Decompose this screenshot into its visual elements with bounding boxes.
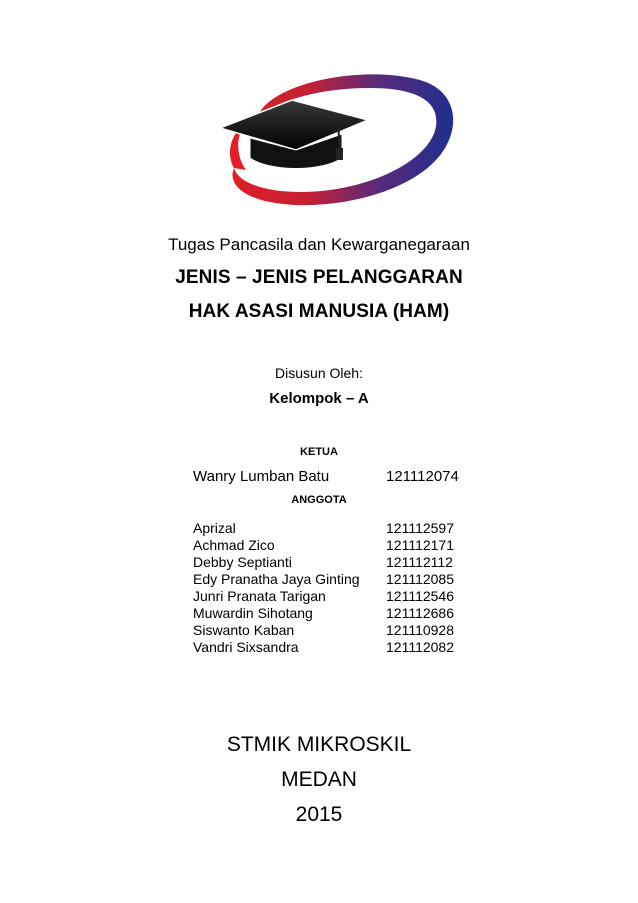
compiled-by-label: Disusun Oleh: — [275, 365, 363, 381]
member-row — [193, 571, 493, 588]
member-row — [193, 520, 493, 537]
member-nim: 121112597 — [386, 520, 454, 536]
city-name: MEDAN — [281, 768, 357, 791]
year: 2015 — [295, 803, 343, 826]
member-name: Muwardin Sihotang — [193, 605, 313, 621]
member-nim: 121112171 — [386, 537, 454, 553]
institution-name: STMIK MIKROSKIL — [226, 733, 412, 756]
member-nim: 121112686 — [386, 605, 454, 621]
cap-board-shape — [220, 100, 368, 150]
member-row — [193, 588, 493, 605]
group-name: Kelompok – A — [269, 390, 369, 407]
course-subject: Tugas Pancasila dan Kewarganegaraan — [168, 235, 470, 254]
member-row — [193, 622, 493, 639]
member-name: Debby Septianti — [193, 554, 292, 570]
graduation-cap-logo-icon — [200, 66, 460, 216]
member-row — [193, 537, 493, 554]
member-nim: 121110928 — [386, 622, 454, 638]
member-name: Aprizal — [193, 520, 236, 536]
member-name: Edy Pranatha Jaya Ginting — [193, 571, 360, 587]
tassel-shape — [336, 148, 343, 160]
member-row — [193, 554, 493, 571]
member-nim: 121112546 — [386, 588, 454, 604]
member-row — [193, 605, 493, 622]
leader-heading: KETUA — [300, 446, 338, 458]
member-nim: 121112112 — [386, 554, 453, 570]
member-nim: 121112085 — [386, 571, 454, 587]
member-name: Vandri Sixsandra — [193, 639, 299, 655]
member-name: Achmad Zico — [193, 537, 275, 553]
member-nim: 121112082 — [386, 639, 454, 655]
members-heading: ANGGOTA — [291, 494, 347, 506]
leader-nim: 121112074 — [386, 468, 459, 485]
title-line-1: JENIS – JENIS PELANGGARAN — [175, 267, 463, 288]
leader-row — [193, 468, 493, 485]
title-line-2: HAK ASASI MANUSIA (HAM) — [188, 301, 450, 322]
member-name: Siswanto Kaban — [193, 622, 295, 638]
member-row — [193, 639, 493, 656]
leader-name: Wanry Lumban Batu — [193, 468, 330, 485]
member-name: Junri Pranata Tarigan — [193, 588, 326, 604]
